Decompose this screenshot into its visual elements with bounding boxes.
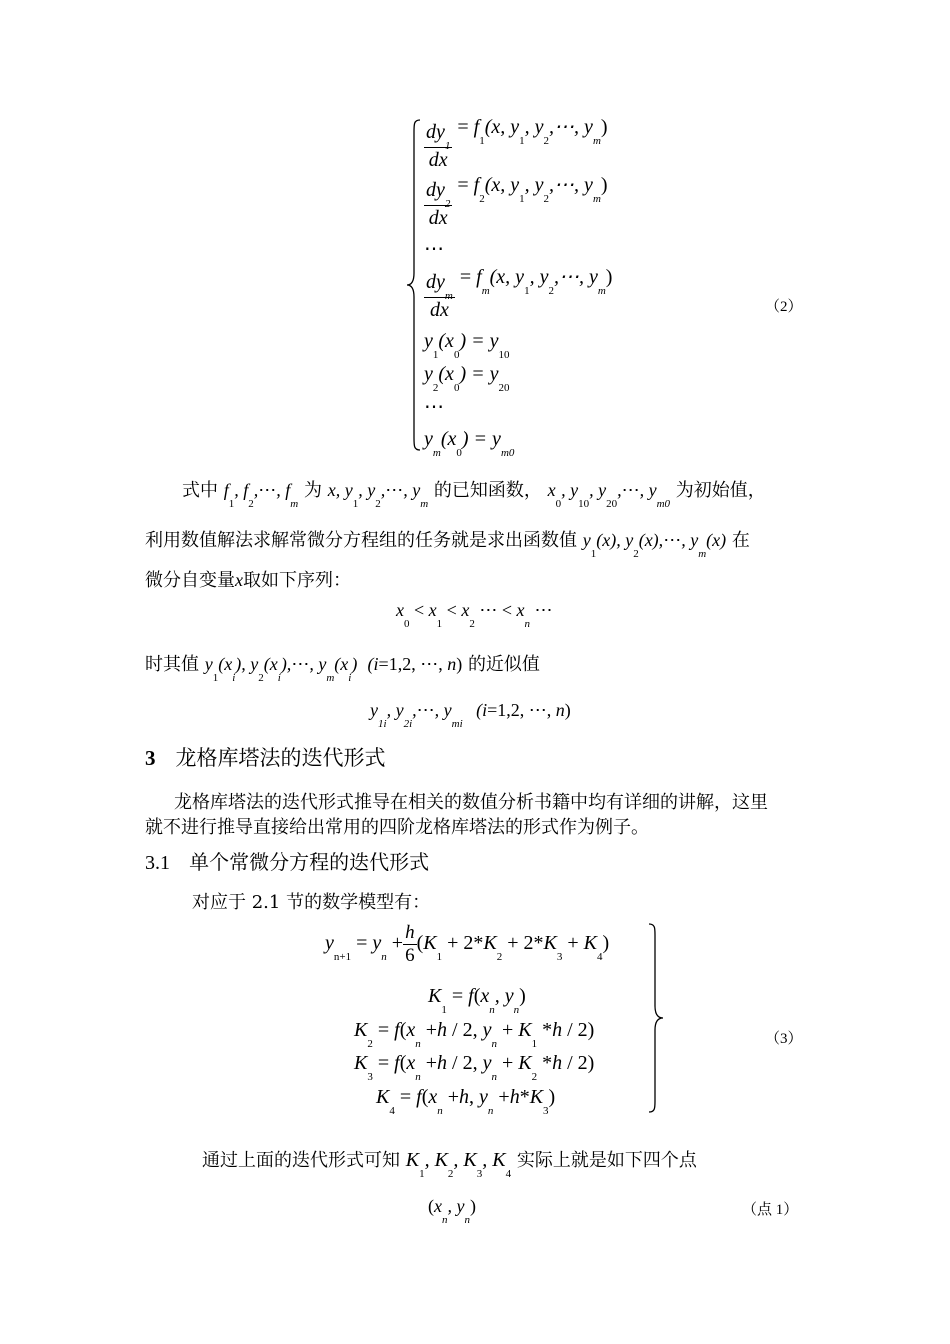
eq2-row-3: $\frac{dy_m}{dx}$ = $f_m(x$, $y_1$, $y_2,\cdots$, $y_m$) [426,266,613,321]
paragraph-line-1: 式中 $f_1$, $f_2,\cdots$, $f_m$ 为 x, $y_1$, $y_2,\cdots$, $y_m$ 的已知函数， $x_0$, $y_{10}$, $y_{20},\cdots$, $y_{m0}$ 为初始值， [182,480,766,510]
section-3-1-para: 对应于 2.1 节的数学模型有： [192,892,431,913]
eq2-row-1: $\frac{dy_1}{dx}$ = $f_1(x$, $y_1$, $y_2,\cdots$, $y_m$) [426,116,608,171]
eq2-init-1: $y_1(x_0) = y_{10}$ [424,330,510,361]
equation-number-3: （3） [765,1031,803,1047]
sequence-formula: $x_0 < x_1 < x_2$ ⋯ < $x_n$ ⋯ [396,600,553,630]
section-heading-3-1: 3.1 单个常微分方程的迭代形式 [145,850,430,874]
eq3-row-4: $K_3 = f(x_n +h / 2$, $y_n + K_2$ *h / 2) [354,1052,595,1083]
paragraph-k-points: 通过上面的迭代形式可知 $K_1$, $K_2$, $K_3$, $K_4$ 实际上就是如下四个点 [202,1149,697,1180]
eq3-row-1: $y_{n+1} = y_n$ + $\frac{h}{6}$ $(K_1 + 2*K_2 + 2*K_3 + K_4)$ [325,922,610,966]
equation-number-2: （2） [765,299,803,315]
section-3-para-line-2: 就不进行推导直接给出常用的四阶龙格库塔法的形式作为例子。 [145,817,649,838]
right-brace [646,922,666,1114]
eq2-ellipsis-1: ⋯ [424,238,444,260]
paragraph-line-2: 利用数值解法求解常微分方程组的任务就是求出函数值 $y_1(x)$, $y_2(x),\cdots$, $y_m(x)$ 在 [145,530,750,560]
eq3-row-3: $K_2 = f(x_n +h / 2$, $y_n + K_1$ *h / 2) [354,1019,595,1050]
eq3-row-2: $K_1 = f(x_n$, $y_n$) [428,985,526,1016]
approx-formula: $y_{1i}$, $y_{2i},\cdots$, $y_{mi}$ (i=1,2, ⋯, n) [370,700,571,730]
eq2-ellipsis-2: ⋯ [424,396,444,418]
eq2-row-2: $\frac{dy_2}{dx}$ = $f_2(x$, $y_1$, $y_2,\cdots$, $y_m$) [426,174,608,229]
point-1-label: （点 1） [742,1202,799,1218]
eq2-init-3: $y_m(x_0) = y_{m0}$ [424,428,515,459]
eq3-row-5: $K_4 = f(x_n +h$, $y_n +h*K_3$) [376,1086,556,1117]
eq2-init-2: $y_2(x_0) = y_{20}$ [424,363,510,394]
paragraph-line-3: 微分自变量x取如下序列： [145,570,351,591]
section-heading-3: 3 龙格库塔法的迭代形式 [145,746,386,770]
section-3-para-line-1: 龙格库塔法的迭代形式推导在相关的数值分析书籍中均有详细的讲解，这里 [174,792,768,813]
left-brace [404,118,424,452]
point-1-formula: ($x_n$, $y_n$) [428,1196,476,1226]
paragraph-line-4: 时其值 $y_1(x_i)$, $y_2(x_i),\cdots$, $y_m(x_i)$ (i=1,2, ⋯, n) 的近似值 [145,654,540,684]
